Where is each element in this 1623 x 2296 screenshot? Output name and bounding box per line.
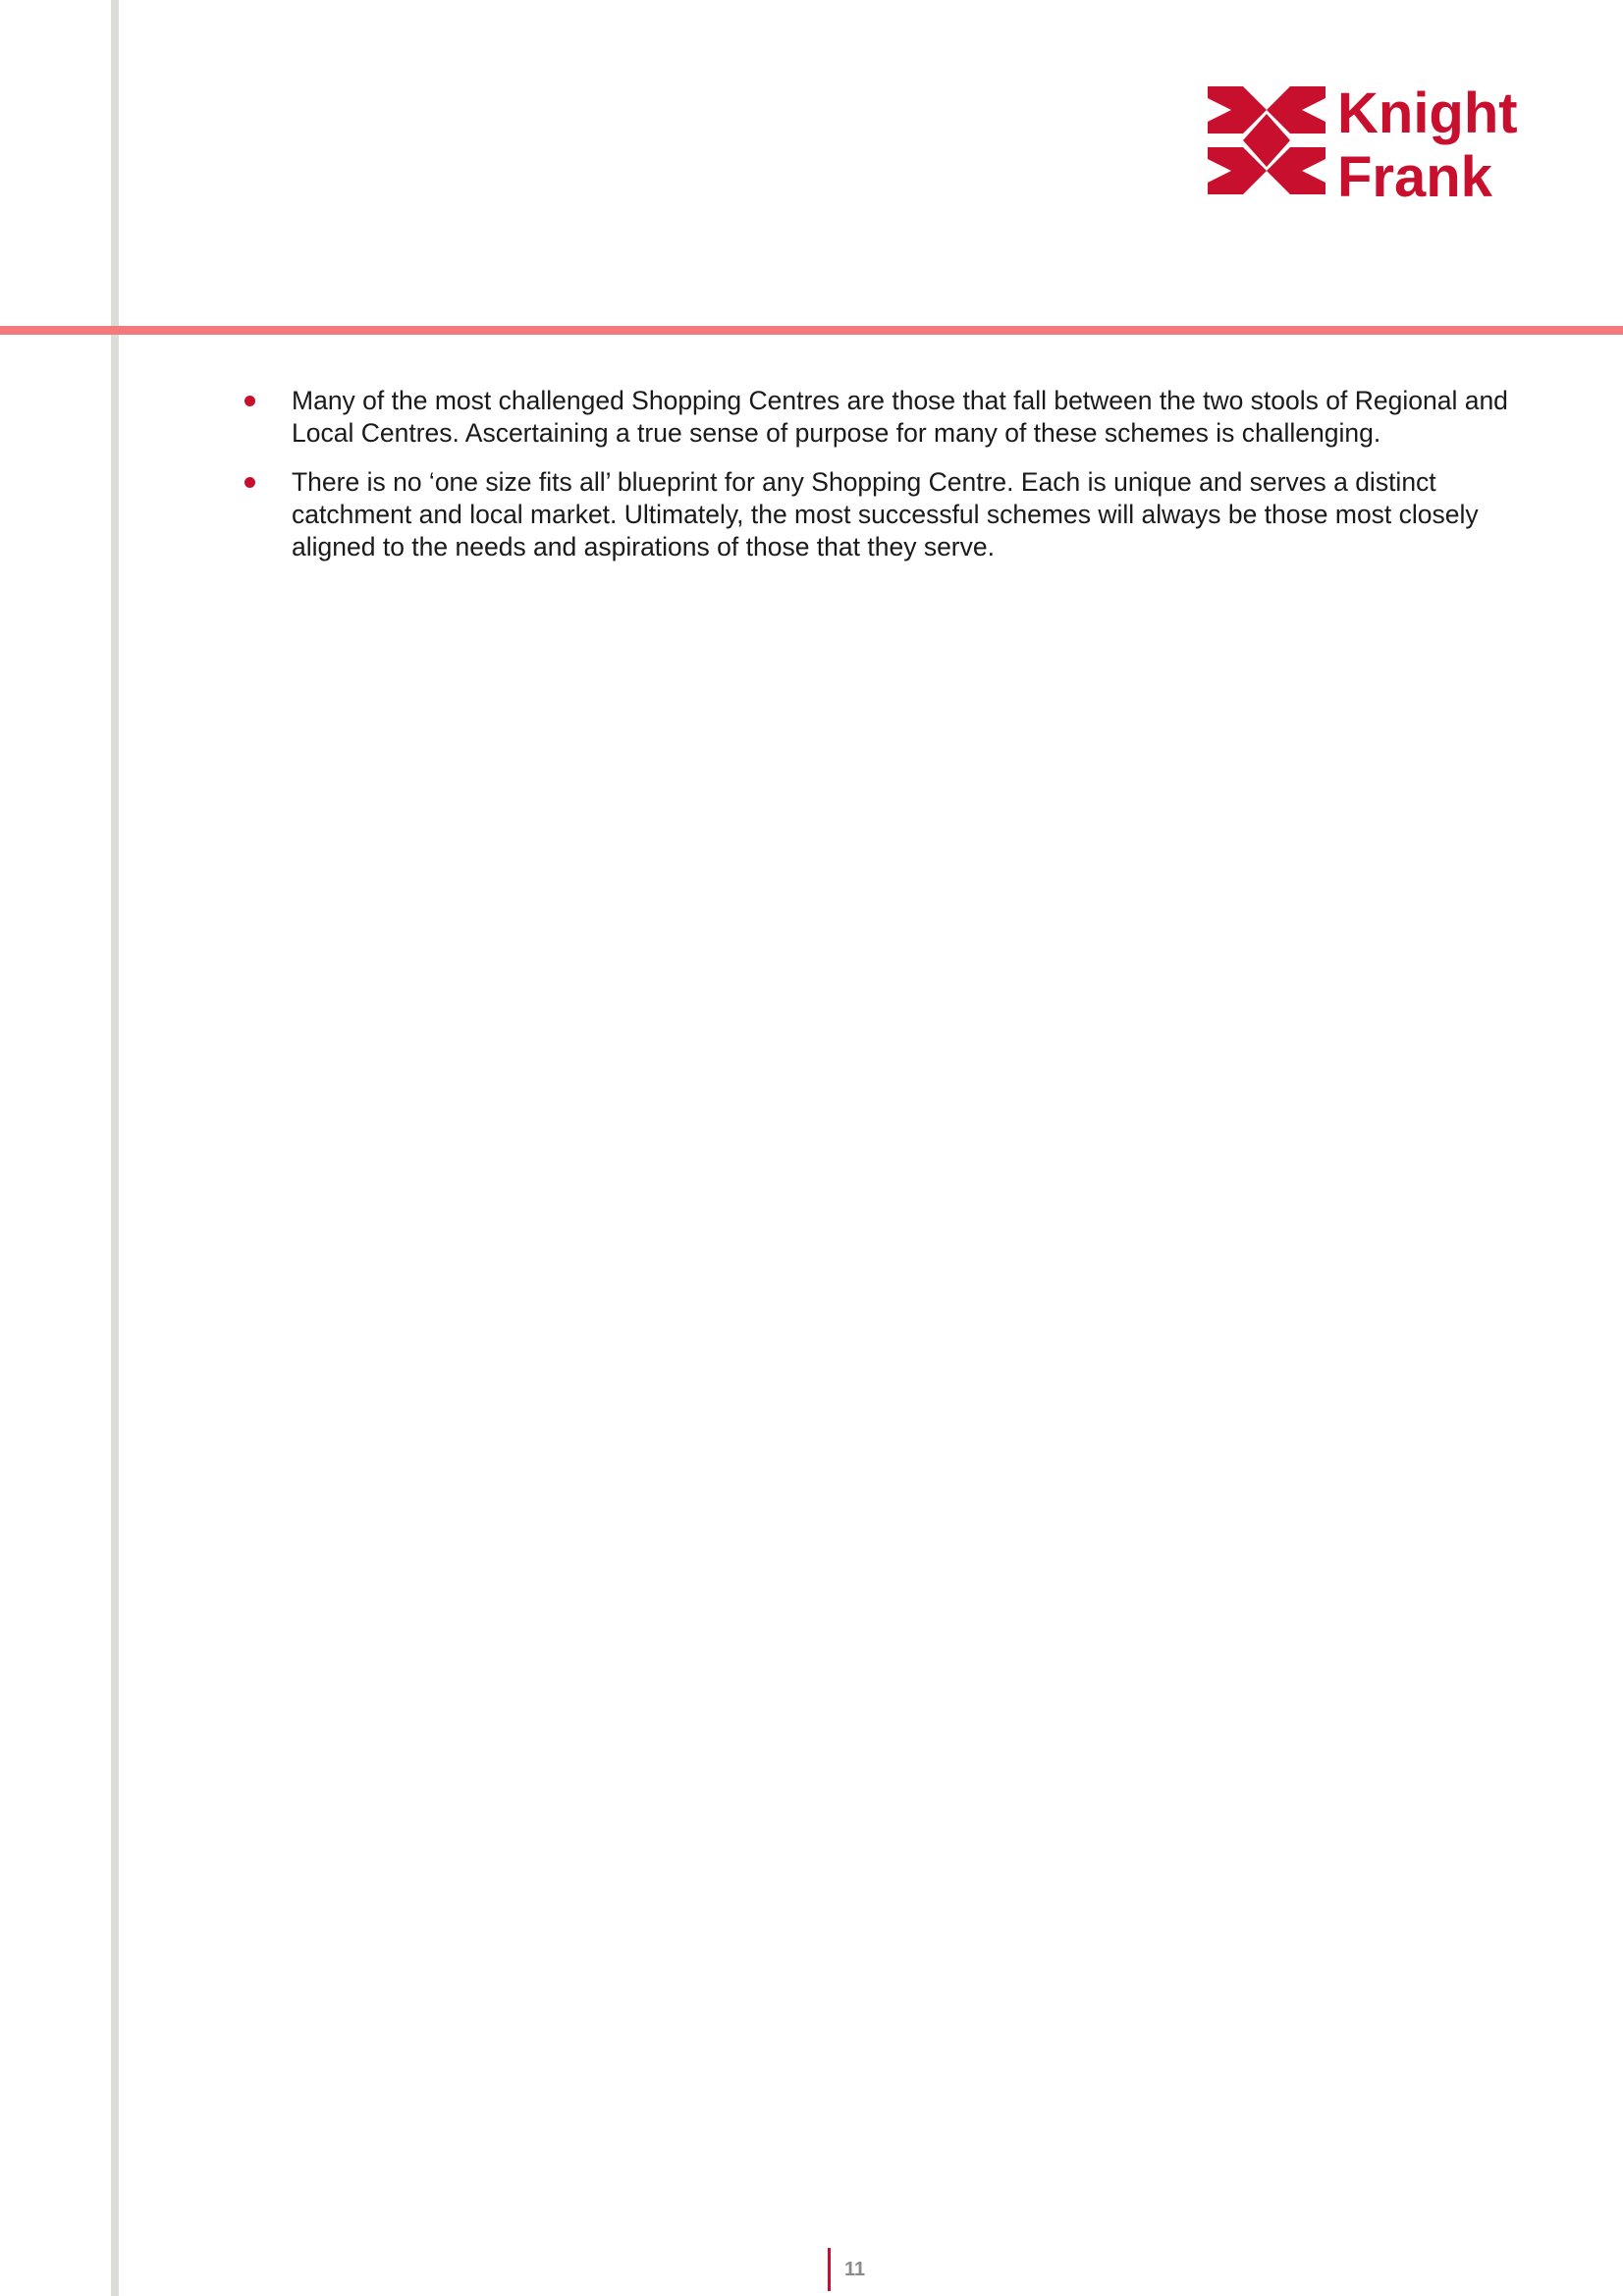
bullet-item — [236, 466, 1532, 563]
page-footer — [828, 2248, 865, 2291]
bullet-list — [236, 385, 1532, 563]
bullet-dot-icon — [244, 396, 255, 406]
header-rule — [0, 326, 1623, 335]
knight-frank-logo — [1208, 82, 1522, 206]
bullet-text: Many of the most challenged Shopping Centres are those that fall between the two stools of Regional and Local Centres. Ascertaining a true sense of purpose for many of these schemes is challenging. — [292, 386, 1508, 448]
bullet-item — [236, 385, 1532, 450]
page-number: 11 — [844, 2258, 866, 2280]
logo-word-knight: Knight — [1337, 82, 1518, 145]
knight-frank-logo-mark — [1208, 82, 1522, 206]
bullet-text: There is no ‘one size fits all’ blueprint for any Shopping Centre. Each is unique and serves a distinct catchment and local market. Ultimately, the most successful schemes will always be those most closely aligned to the needs and aspirations of those that they serve. — [292, 467, 1479, 561]
bullet-dot-icon — [244, 477, 255, 488]
left-margin-rule — [111, 0, 119, 2296]
footer-divider — [828, 2248, 831, 2291]
body-content — [236, 385, 1532, 580]
logo-word-frank: Frank — [1337, 145, 1492, 206]
